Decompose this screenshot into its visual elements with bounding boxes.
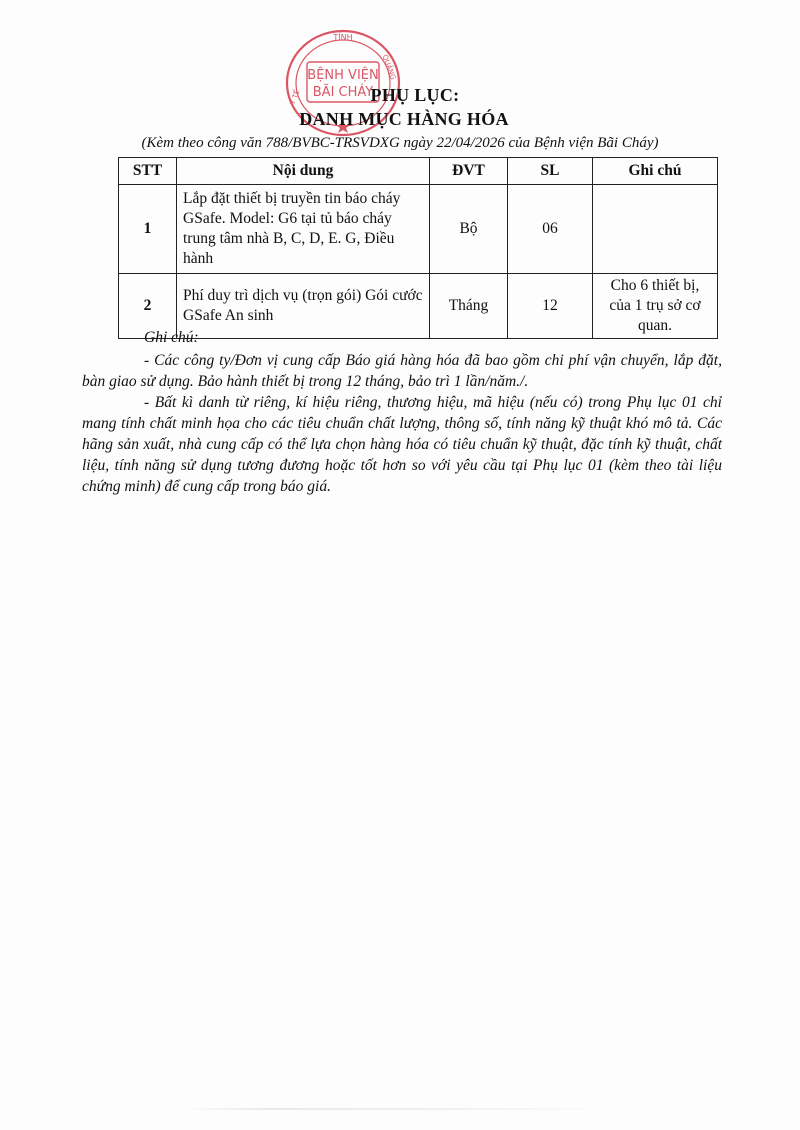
cell-unit: Tháng bbox=[430, 274, 508, 339]
goods-table bbox=[118, 157, 718, 339]
cell-note: Cho 6 thiết bị, của 1 trụ sở cơ quan. bbox=[593, 274, 718, 339]
stamp-line1: BỆNH VIỆN bbox=[307, 68, 379, 83]
cell-content: Phí duy trì dịch vụ (trọn gói) Gói cước GSafe An sinh bbox=[177, 274, 430, 339]
note-paragraph: - Các công ty/Đơn vị cung cấp Báo giá hàng hóa đã bao gồm chi phí vận chuyển, lắp đặt, bàn giao sử dụng. Bảo hành thiết bị trong 12 tháng, bảo trì 1 lần/năm./. bbox=[82, 352, 722, 390]
cell-qty: 12 bbox=[508, 274, 593, 339]
header-qty: SL bbox=[508, 158, 593, 185]
document-title: PHỤ LỤC: bbox=[370, 85, 460, 105]
reference-line: (Kèm theo công văn 788/BVBC-TRSVDXG ngày 22/04/2026 của Bệnh viện Bãi Cháy) bbox=[141, 135, 659, 151]
cell-qty: 06 bbox=[508, 185, 593, 274]
document-subtitle-heading: DANH MỤC HÀNG HÓA bbox=[299, 109, 509, 129]
header-stt: STT bbox=[119, 158, 177, 185]
header-content: Nội dung bbox=[177, 158, 430, 185]
header-unit: ĐVT bbox=[430, 158, 508, 185]
stamp-left-text: Y TẾ bbox=[288, 88, 302, 106]
cell-stt: 1 bbox=[119, 185, 177, 274]
notes-heading: Ghi chú: bbox=[144, 329, 199, 346]
scan-artifact-line bbox=[180, 1108, 620, 1110]
table-header-row bbox=[119, 158, 718, 185]
table-row bbox=[119, 185, 718, 274]
cell-note bbox=[593, 185, 718, 274]
note-paragraph: - Bất kì danh từ riêng, kí hiệu riêng, thương hiệu, mã hiệu (nếu có) trong Phụ lục 01 chỉ mang tính chất minh họa cho các tiêu chuẩn chất lượng, thông số, tính năng kỹ thuật khó mô tả. Các hãng sản xuất, nhà cung cấp có thể lựa chọn hàng hóa có tiêu chuẩn kỹ thuật, đặc tính kỹ thuật, chất liệu, tính năng sử dụng tương đương hoặc tốt hơn so với yêu cầu tại Phụ lục 01 (kèm theo tài liệu chứng minh) để cung cấp trong báo giá. bbox=[82, 394, 722, 495]
cell-stt: 2 bbox=[119, 274, 177, 339]
header-note: Ghi chú bbox=[593, 158, 718, 185]
stamp-line2: BÃI CHÁY bbox=[312, 85, 374, 100]
cell-unit: Bộ bbox=[430, 185, 508, 274]
stamp-top-text: TỈNH bbox=[333, 33, 353, 42]
cell-content: Lắp đặt thiết bị truyền tin báo cháy GSafe. Model: G6 tại tủ báo cháy trung tâm nhà B, C, D, E. G, Điều hành bbox=[177, 185, 430, 274]
notes-section bbox=[82, 327, 722, 497]
stamp-right-text: QUẢNG bbox=[380, 53, 398, 81]
